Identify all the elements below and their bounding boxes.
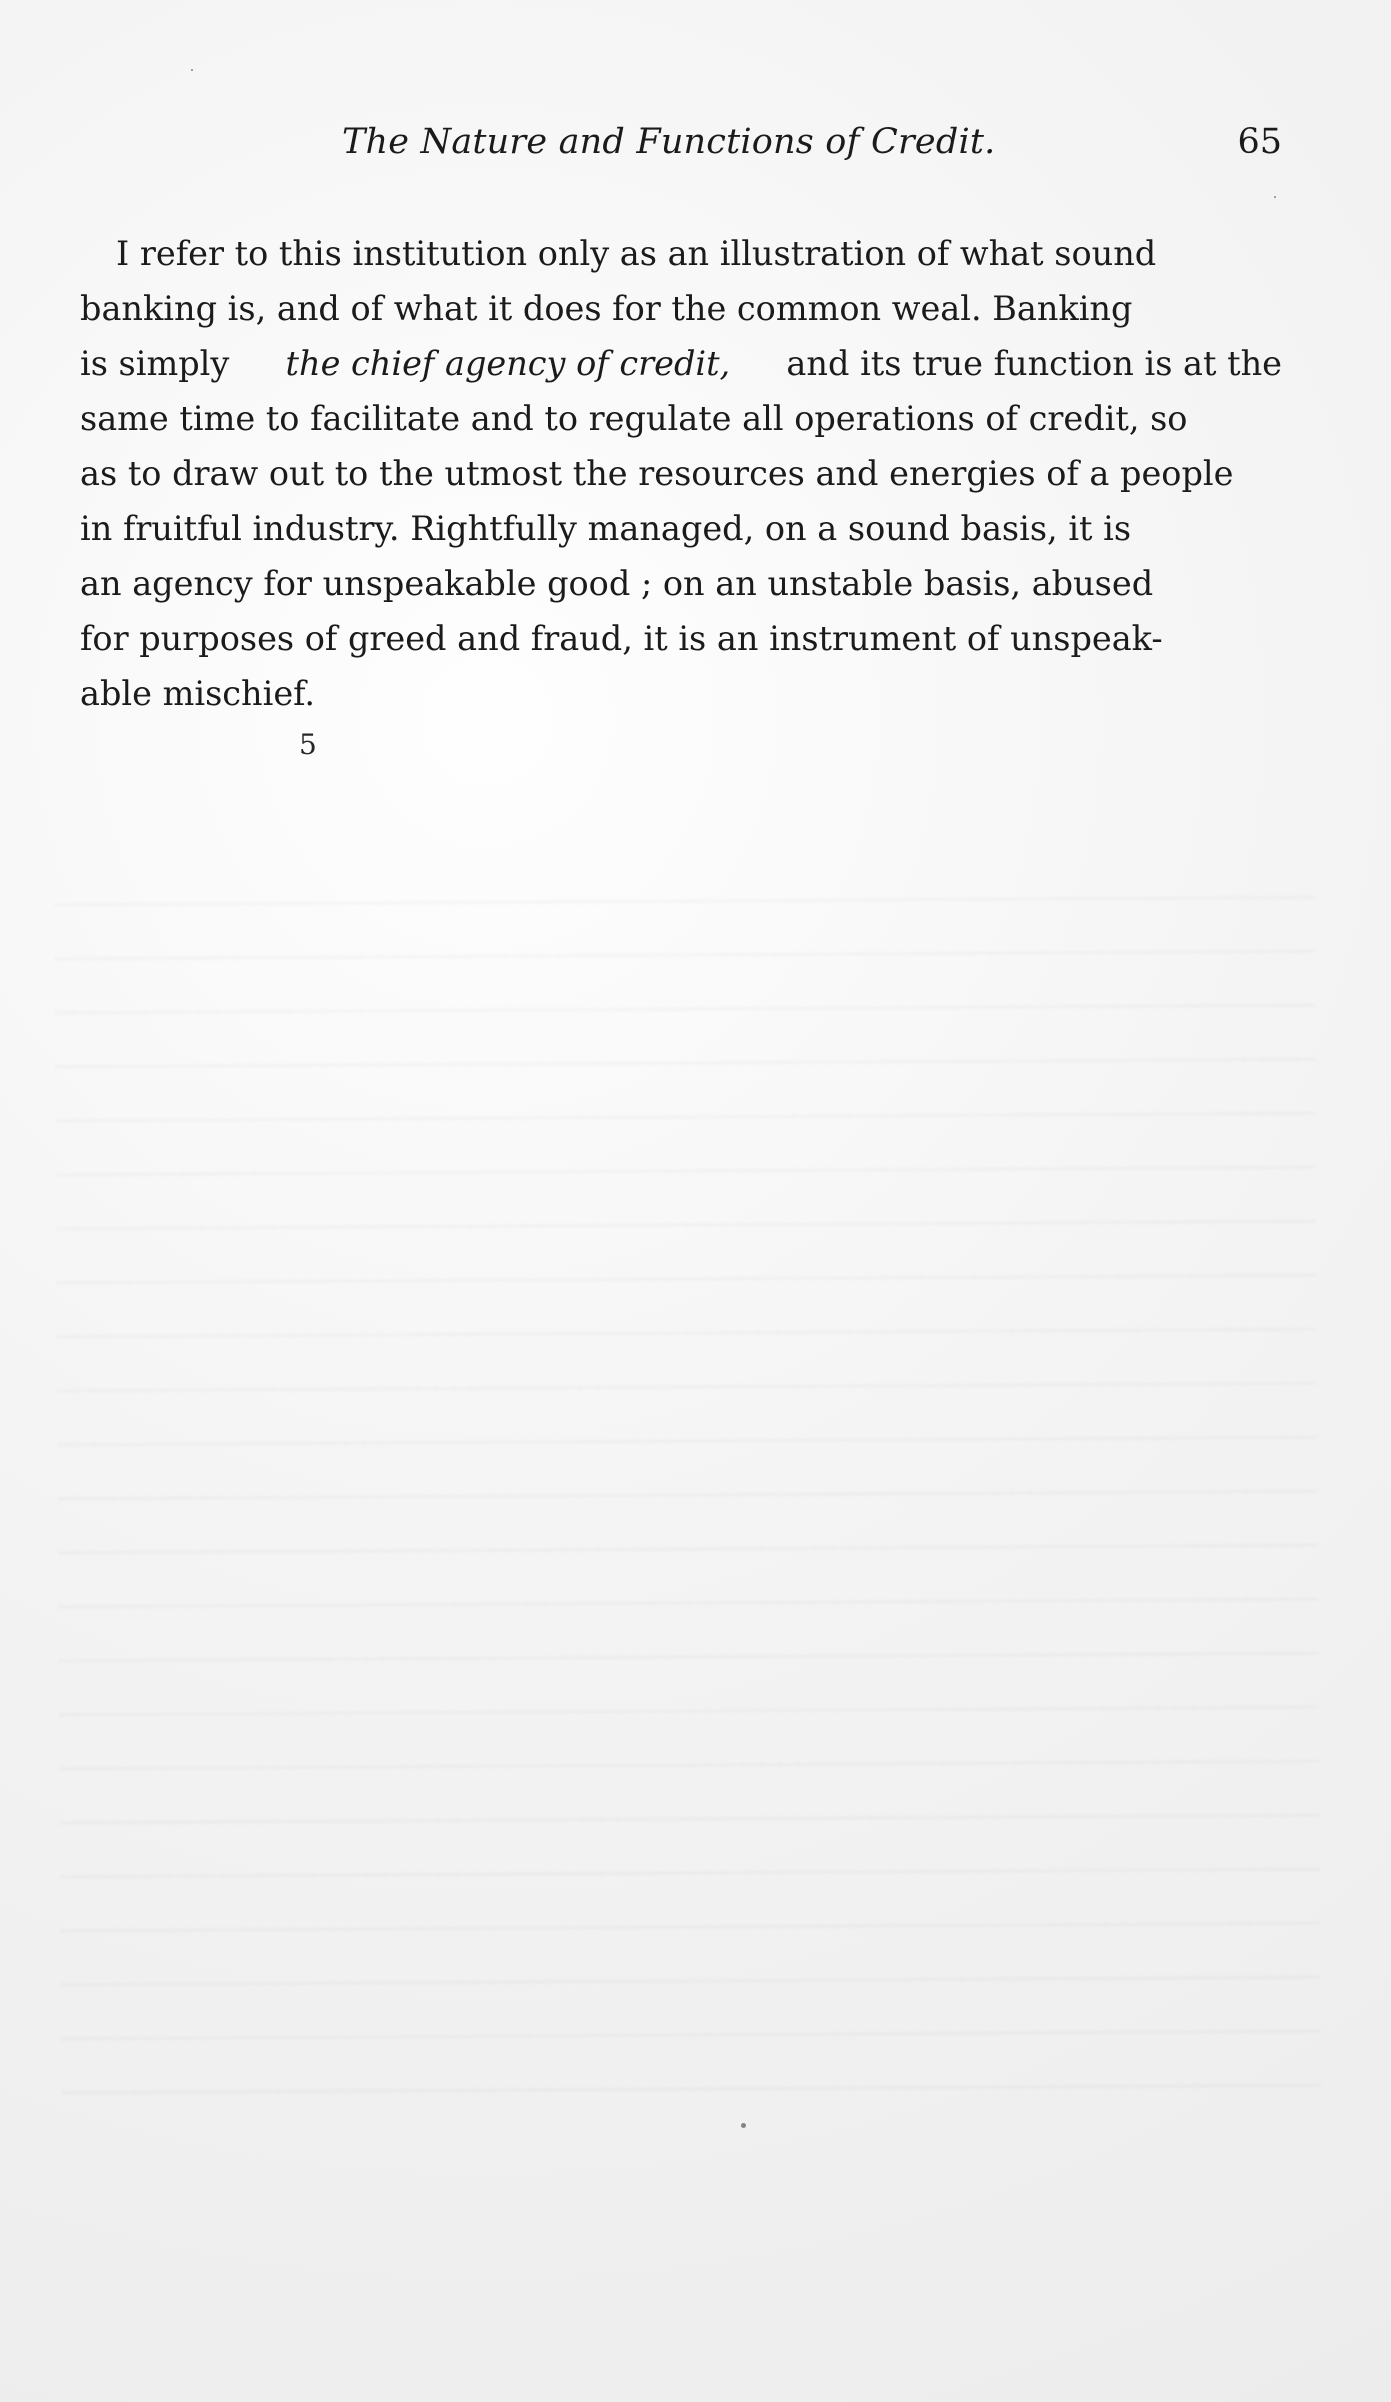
- line-text: I refer to this institution only as an illustration of what sound: [116, 234, 1157, 273]
- running-title: The Nature and Functions of Credit.: [342, 122, 996, 162]
- signature-mark: 5: [299, 728, 318, 761]
- paper-speck: [191, 69, 193, 71]
- page-number: 65: [1237, 122, 1282, 162]
- emphasized-text: the chief agency of credit,: [285, 344, 731, 383]
- line-text: banking is, and of what it does for the common weal. Banking: [80, 289, 1133, 328]
- text-line: [80, 281, 1282, 336]
- paper-speck: [1274, 196, 1276, 198]
- text-line: [80, 556, 1282, 611]
- line-text: and its true function is at the: [775, 344, 1282, 383]
- line-text: an agency for unspeakable good ; on an unstable basis, abused: [80, 564, 1154, 603]
- line-text: for purposes of greed and fraud, it is an instrument of unspeak-: [80, 619, 1163, 658]
- line-text: in fruitful industry. Rightfully managed, on a sound basis, it is: [80, 509, 1132, 548]
- line-text: is simply: [80, 344, 240, 383]
- text-line: [80, 666, 1282, 721]
- text-line: [80, 391, 1282, 446]
- line-text: as to draw out to the utmost the resources and energies of a people: [80, 454, 1234, 493]
- text-line: [80, 501, 1282, 556]
- text-line: [80, 226, 1282, 281]
- text-line: [80, 446, 1282, 501]
- paper-speck: [741, 2123, 746, 2128]
- text-line: [80, 336, 1282, 391]
- text-line: [80, 611, 1282, 666]
- paragraph-text-block: [80, 226, 1282, 721]
- line-text: able mischief.: [80, 674, 316, 713]
- show-through-text: [54, 896, 1321, 2114]
- line-text: same time to facilitate and to regulate all operations of credit, so: [80, 399, 1188, 438]
- page-header: [84, 122, 1282, 172]
